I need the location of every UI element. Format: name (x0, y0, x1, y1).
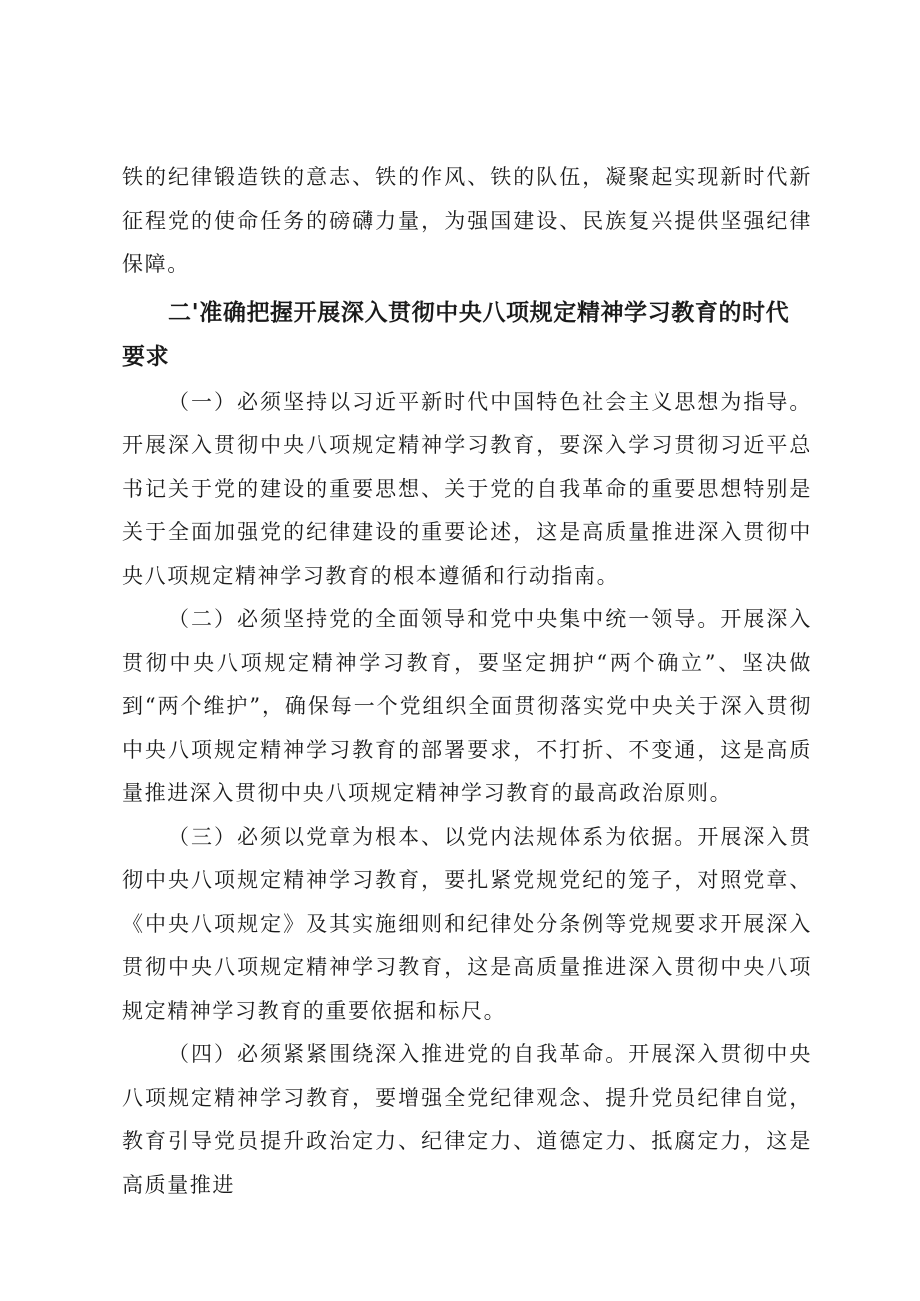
paragraph-3: （三）必须以党章为根本、以党内法规体系为依据。开展深入贯彻中央八项规定精神学习教育，要扎紧党规党纪的笼子，对照党章、《中央八项规定》及其实施细则和纪律处分条例等党规要求开展深入贯彻中央八项规定精神学习教育，这是高质量推进深入贯彻中央八项规定精神学习教育的重要依据和标尺。 (122, 824, 812, 1023)
paragraph-1: （一）必须坚持以习近平新时代中国特色社会主义思想为指导。开展深入贯彻中央八项规定精神学习教育，要深入学习贯彻习近平总书记关于党的建设的重要思想、关于党的自我革命的重要思想特别是关于全面加强党的纪律建设的重要论述，这是高质量推进深入贯彻中央八项规定精神学习教育的根本遵循和行动指南。 (122, 389, 812, 588)
continuation-paragraph: 铁的纪律锻造铁的意志、铁的作风、铁的队伍，凝聚起实现新时代新征程党的使命任务的磅礴力量，为强国建设、民族复兴提供坚强纪律保障。 (122, 165, 812, 276)
document-body (122, 156, 812, 1207)
paragraph-2: （二）必须坚持党的全面领导和党中央集中统一领导。开展深入贯彻中央八项规定精神学习教育，要坚定拥护“两个确立”、坚决做到“两个维护”，确保每一个党组织全面贯彻落实党中央关于深入贯彻中央八项规定精神学习教育的部署要求，不打折、不变通，这是高质量推进深入贯彻中央八项规定精神学习教育的最高政治原则。 (122, 607, 812, 805)
paragraph-4: （四）必须紧紧围绕深入推进党的自我革命。开展深入贯彻中央八项规定精神学习教育，要增强全党纪律观念、提升党员纪律自觉，教育引导党员提升政治定力、纪律定力、道德定力、抵腐定力，这是高质量推进 (122, 1042, 812, 1197)
section-heading: 二'准确把握开展深入贯彻中央八项规定精神学习教育的时代要求 (122, 299, 790, 370)
